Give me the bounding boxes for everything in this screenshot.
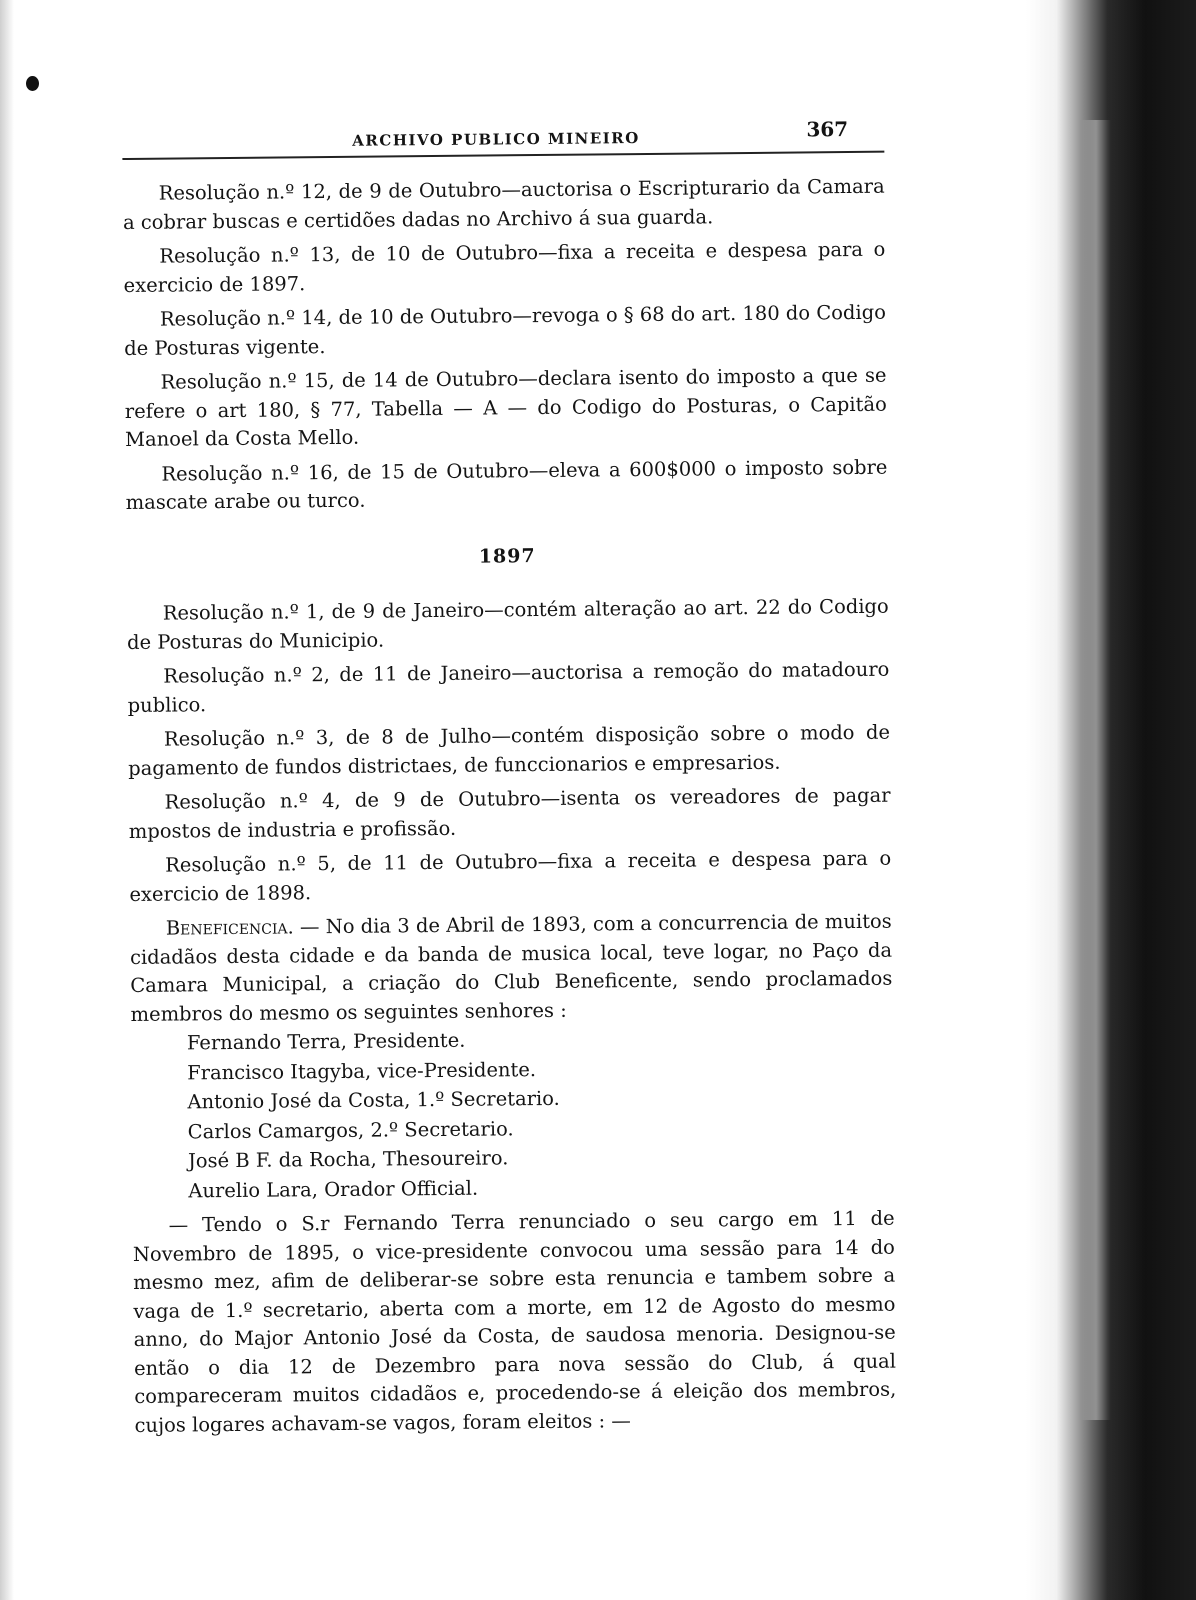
members-list: [131, 1022, 895, 1206]
page-body: [123, 173, 897, 1440]
resolution-paragraph: Resolução n.º 16, de 15 de Outubro—eleva a 600$000 o imposto sobre mascate arabe ou turco.: [125, 455, 888, 514]
list-item: Fernando Terra, Presidente.: [186, 1028, 466, 1055]
page-header: [122, 111, 884, 160]
resolution-paragraph: Resolução n.º 14, de 10 de Outubro—revoga o § 68 do art. 180 do Codigo de Posturas vigente.: [124, 300, 887, 360]
page-number: 367: [806, 117, 849, 142]
beneficencia-label: Beneficencia.: [165, 915, 294, 940]
beneficencia-paragraph: [130, 908, 893, 1029]
resolution-paragraph: Resolução n.º 12, de 9 de Outubro—auctorisa o Escripturario da Camara a cobrar buscas e certidões dadas no Archivo á sua guarda.: [122, 174, 885, 234]
resolution-paragraph: Resolução n.º 5, de 11 de Outubro—fixa a receita e despesa para o exercicio de 1898.: [129, 846, 892, 906]
list-item: Carlos Camargos, 2.º Secretario.: [187, 1116, 514, 1143]
list-item: José B F. da Rocha, Thesoureiro.: [187, 1146, 509, 1173]
list-item: Francisco Itagyba, vice-Presidente.: [187, 1057, 537, 1084]
scan-binding-shadow: [1026, 0, 1196, 1600]
resolution-paragraph: Resolução n.º 3, de 8 de Julho—contém disposição sobre o modo de pagamento de fundos districtaes, de funccionarios e empresarios.: [128, 720, 891, 780]
year-heading: 1897: [478, 544, 536, 568]
resolution-paragraph: Resolução n.º 4, de 9 de Outubro—isenta os vereadores de pagar mpostos de industria e profissão.: [128, 783, 891, 843]
list-item: Antonio José da Costa, 1.º Secretario.: [187, 1086, 560, 1114]
scan-left-edge: [0, 0, 14, 1600]
running-title: ARCHIVO PUBLICO MINEIRO: [352, 129, 640, 150]
document-page: [122, 111, 897, 1440]
closing-paragraph: — Tendo o S.r Fernando Terra renunciado o seu cargo em 11 de Novembro de 1895, o vice-presidente convocou uma sessão para 14 do mesmo mez, afim de deliberar-se sobre esta renuncia e tambem sobre a vaga de 1.º secretario, aberta com a morte, em 12 de Agosto do mesmo anno, do Major Antonio José da Costa, de saudosa menoria. Designou-se então o dia 12 de Dezembro para nova sessão do Club, á qual compareceram muitos cidadãos e, procedendo-se á eleição dos membros, cujos logares achavam-se vagos, foram eleitos : —: [132, 1206, 897, 1437]
resolution-paragraph: Resolução n.º 1, de 9 de Janeiro—contém alteração ao art. 22 do Codigo de Posturas do Municipio.: [126, 594, 889, 654]
resolution-paragraph: Resolução n.º 2, de 11 de Janeiro—auctorisa a remoção do matadouro publico.: [127, 657, 890, 717]
resolution-paragraph: Resolução n.º 13, de 10 de Outubro—fixa a receita e despesa para o exercicio de 1897.: [123, 237, 886, 297]
beneficencia-text: — No dia 3 de Abril de 1893, com a concurrencia de muitos cidadãos desta cidade e da banda de musica local, teve logar, no Paço da Camara Municipal, a criação do Club Beneficente, sendo proclamados membros do mesmo os seguintes senhores :: [129, 909, 893, 1026]
ink-spot: [26, 76, 39, 91]
list-item: Aurelio Lara, Orador Official.: [188, 1176, 479, 1202]
resolution-paragraph: Resolução n.º 15, de 14 de Outubro—declara isento do imposto a que se refere o art 180, § 77, Tabella — A — do Codigo do Posturas, o Capitão Manoel da Costa Mello.: [124, 363, 887, 451]
